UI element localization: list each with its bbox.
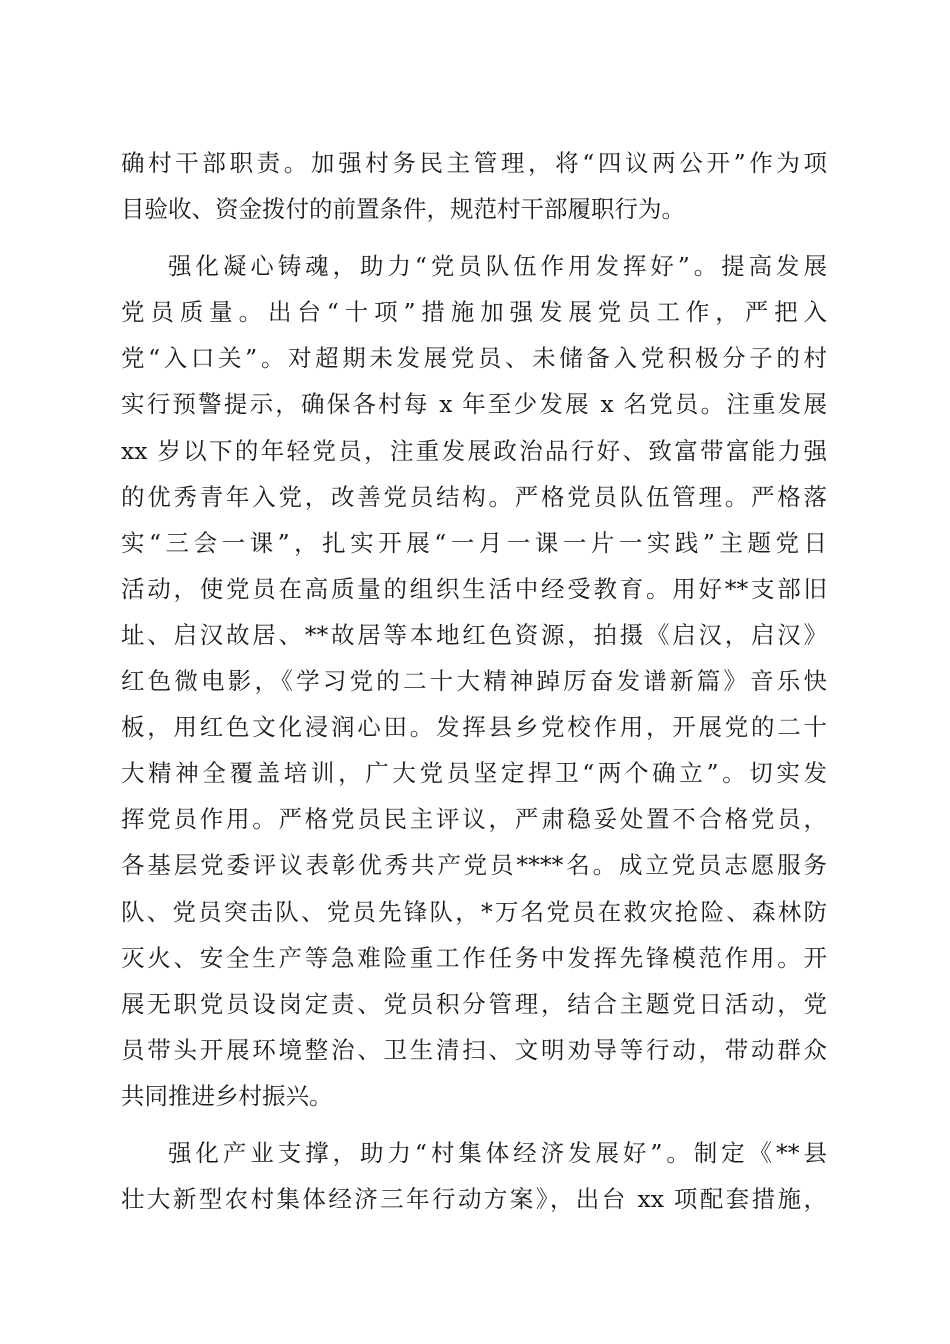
text-line: 确村干部职责。加强村务民主管理，将“四议两公开”作为项 xyxy=(121,149,827,177)
text-line: 党员质量。出台“十项”措施加强发展党员工作，严把入 xyxy=(121,298,827,327)
document-body xyxy=(121,140,827,1222)
text-line: 板，用红色文化浸润心田。发挥县乡党校作用，开展党的二十 xyxy=(121,713,827,742)
text-line: 共同推进乡村振兴。 xyxy=(121,1081,333,1110)
text-line: 红色微电影，《学习党的二十大精神踔厉奋发谱新篇》音乐快 xyxy=(121,667,827,696)
text-line: 的优秀青年入党，改善党员结构。严格党员队伍管理。严格落 xyxy=(121,482,827,511)
paragraph-2 xyxy=(121,243,827,1119)
text-line: 实“三会一课”，扎实开展“一月一课一片一实践”主题党日 xyxy=(121,528,827,557)
text-line: 强化凝心铸魂，助力“党员队伍作用发挥好”。提高发展 xyxy=(168,252,827,281)
text-line: 址、启汉故居、**故居等本地红色资源，拍摄《启汉，启汉》 xyxy=(121,620,827,649)
text-line: 大精神全覆盖培训，广大党员坚定捍卫“两个确立”。切实发 xyxy=(121,759,827,788)
text-line: 挥党员作用。严格党员民主评议，严肃稳妥处置不合格党员， xyxy=(121,805,827,834)
text-line: xx 岁以下的年轻党员，注重发展政治品行好、致富带富能力强 xyxy=(121,436,827,465)
text-line: 员带头开展环境整治、卫生清扫、文明劝导等行动，带动群众 xyxy=(121,1035,827,1064)
text-line: 实行预警提示，确保各村每 x 年至少发展 x 名党员。注重发展 xyxy=(121,390,827,419)
paragraph-1 xyxy=(121,140,827,232)
text-line: 展无职党员设岗定责、党员积分管理，结合主题党日活动，党 xyxy=(121,989,827,1018)
text-line: 队、党员突击队、党员先锋队，*万名党员在救灾抢险、森林防 xyxy=(121,897,827,926)
paragraph-3 xyxy=(121,1130,827,1222)
text-line: 灭火、安全生产等急难险重工作任务中发挥先锋模范作用。开 xyxy=(121,943,827,972)
text-line: 各基层党委评议表彰优秀共产党员****名。成立党员志愿服务 xyxy=(121,851,827,880)
text-line: 壮大新型农村集体经济三年行动方案》，出台 xx 项配套措施， xyxy=(121,1185,827,1214)
text-line: 党“入口关”。对超期未发展党员、未储备入党积极分子的村 xyxy=(121,344,827,373)
text-line: 目验收、资金拨付的前置条件，规范村干部履职行为。 xyxy=(121,195,685,224)
text-line: 活动，使党员在高质量的组织生活中经受教育。用好**支部旧 xyxy=(121,574,827,603)
text-line: 强化产业支撑，助力“村集体经济发展好”。制定《**县 xyxy=(168,1138,827,1167)
